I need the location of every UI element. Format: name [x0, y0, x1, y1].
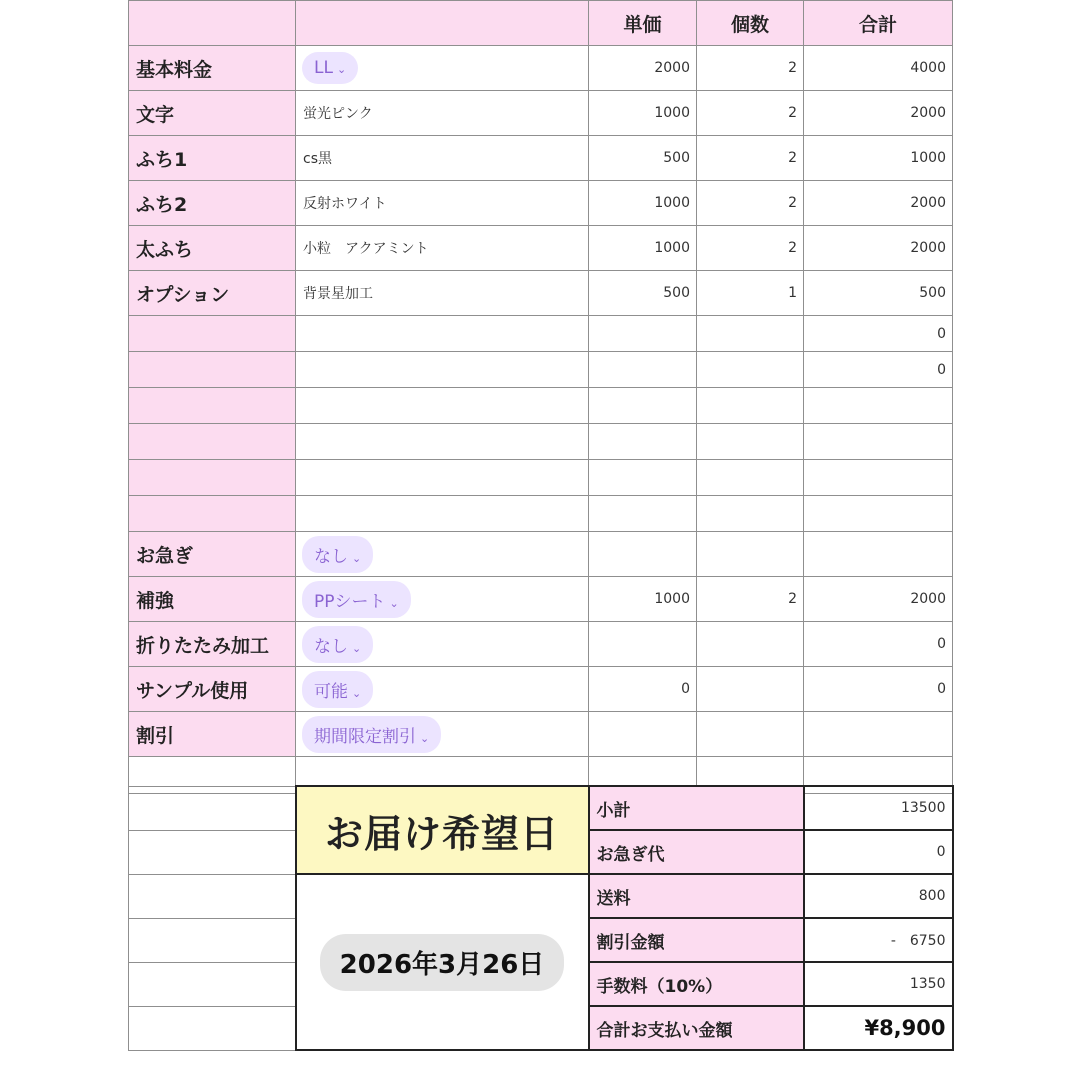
quantity-cell: [697, 316, 804, 352]
quantity-cell: 2: [697, 226, 804, 271]
summary-label: 手数料（10%）: [589, 962, 804, 1006]
summary-value: 0: [804, 830, 953, 874]
row-label: お急ぎ: [129, 532, 296, 577]
discount-dropdown[interactable]: [302, 716, 441, 753]
unit-price-cell: [589, 352, 697, 388]
size-dropdown[interactable]: [302, 52, 358, 84]
unit-price-cell: 1000: [589, 577, 697, 622]
summary-row: [129, 874, 953, 918]
reinforcement-dropdown[interactable]: [302, 581, 411, 618]
total-cell: 0: [804, 316, 953, 352]
row-label: [129, 352, 296, 388]
quantity-cell: [697, 712, 804, 757]
header-subtotal: 合計: [804, 1, 953, 46]
total-cell: [804, 496, 953, 532]
detail-cell[interactable]: [296, 352, 589, 388]
quantity-cell: [697, 352, 804, 388]
unit-price-cell: 500: [589, 271, 697, 316]
detail-cell: [296, 577, 589, 622]
row-label: ふち1: [129, 136, 296, 181]
quantity-cell: [697, 667, 804, 712]
row-label: [129, 316, 296, 352]
detail-cell[interactable]: [296, 388, 589, 424]
unit-price-cell: [589, 712, 697, 757]
grand-total-value: ¥8,900: [804, 1006, 953, 1050]
header-label-cell: [129, 1, 296, 46]
chevron-down-icon: ⌄: [352, 551, 362, 565]
unit-price-cell: [589, 496, 697, 532]
total-cell: 0: [804, 622, 953, 667]
header-quantity: 個数: [697, 1, 804, 46]
row-label: [129, 424, 296, 460]
unit-price-cell: 1000: [589, 181, 697, 226]
item-row-border2: [129, 181, 953, 226]
detail-cell[interactable]: cs黒: [296, 136, 589, 181]
summary-value: 800: [804, 874, 953, 918]
total-cell: 2000: [804, 181, 953, 226]
detail-cell: [296, 712, 589, 757]
quantity-cell: [697, 496, 804, 532]
quantity-cell: [697, 532, 804, 577]
detail-cell[interactable]: 蛍光ピンク: [296, 91, 589, 136]
quantity-cell: 1: [697, 271, 804, 316]
row-label: 基本料金: [129, 46, 296, 91]
summary-value: 13500: [804, 786, 953, 830]
detail-cell[interactable]: 反射ホワイト: [296, 181, 589, 226]
item-row-border1: [129, 136, 953, 181]
empty-cell: [129, 874, 296, 918]
unit-price-cell: 1000: [589, 226, 697, 271]
extra-row-reinforcement: [129, 577, 953, 622]
total-cell: [804, 424, 953, 460]
dropdown-value: なし: [314, 636, 348, 657]
total-cell: [804, 712, 953, 757]
summary-label: 小計: [589, 786, 804, 830]
summary-value: - 6750: [804, 918, 953, 962]
total-cell: 0: [804, 352, 953, 388]
dropdown-value: LL: [314, 58, 333, 78]
quantity-cell: 2: [697, 91, 804, 136]
unit-price-cell: 2000: [589, 46, 697, 91]
empty-cell: [129, 918, 296, 962]
dropdown-value: 期間限定割引: [314, 726, 416, 747]
blank-row: [129, 316, 953, 352]
chevron-down-icon: ⌄: [352, 686, 362, 700]
header-unit-price: 単価: [589, 1, 697, 46]
total-cell: [804, 460, 953, 496]
row-label: [129, 388, 296, 424]
blank-row: [129, 496, 953, 532]
total-cell: 2000: [804, 91, 953, 136]
total-cell: 0: [804, 667, 953, 712]
quantity-cell: [697, 460, 804, 496]
extra-row-sample: [129, 667, 953, 712]
row-label: オプション: [129, 271, 296, 316]
quantity-cell: 2: [697, 46, 804, 91]
total-cell: 2000: [804, 226, 953, 271]
chevron-down-icon: ⌄: [336, 63, 347, 76]
row-label: 補強: [129, 577, 296, 622]
quantity-cell: [697, 388, 804, 424]
total-cell: 2000: [804, 577, 953, 622]
extra-row-folding: [129, 622, 953, 667]
header-row: [129, 1, 953, 46]
item-row-base-fee: [129, 46, 953, 91]
blank-row: [129, 352, 953, 388]
unit-price-cell: [589, 622, 697, 667]
total-cell: 500: [804, 271, 953, 316]
unit-price-cell: [589, 316, 697, 352]
unit-price-cell: [589, 532, 697, 577]
row-label: サンプル使用: [129, 667, 296, 712]
chevron-down-icon: ⌄: [420, 731, 430, 745]
summary-label: 合計お支払い金額: [589, 1006, 804, 1050]
estimate-table: [128, 0, 953, 794]
summary-table: [128, 785, 954, 1051]
summary-row: [129, 786, 953, 830]
quantity-cell: [697, 424, 804, 460]
detail-cell[interactable]: 小粒 アクアミント: [296, 226, 589, 271]
delivery-date-cell: [296, 874, 589, 1050]
row-label: 割引: [129, 712, 296, 757]
empty-cell: [129, 962, 296, 1006]
unit-price-cell: [589, 460, 697, 496]
unit-price-cell: [589, 424, 697, 460]
item-row-option: [129, 271, 953, 316]
blank-row: [129, 460, 953, 496]
unit-price-cell: 0: [589, 667, 697, 712]
detail-cell[interactable]: [296, 496, 589, 532]
quantity-cell: 2: [697, 136, 804, 181]
header-detail-cell: [296, 1, 589, 46]
detail-cell[interactable]: [296, 460, 589, 496]
sample-dropdown[interactable]: [302, 671, 373, 708]
delivery-date-title: お届け希望日: [296, 786, 589, 874]
summary-label: お急ぎ代: [589, 830, 804, 874]
detail-cell: [296, 667, 589, 712]
detail-cell: [296, 622, 589, 667]
chevron-down-icon: ⌄: [389, 596, 399, 610]
row-label: 太ふち: [129, 226, 296, 271]
detail-cell[interactable]: [296, 316, 589, 352]
detail-cell[interactable]: [296, 424, 589, 460]
quantity-cell: 2: [697, 181, 804, 226]
unit-price-cell: 1000: [589, 91, 697, 136]
blank-row: [129, 388, 953, 424]
unit-price-cell: [589, 388, 697, 424]
quantity-cell: [697, 622, 804, 667]
row-label: ふち2: [129, 181, 296, 226]
total-cell: [804, 388, 953, 424]
summary-label: 割引金額: [589, 918, 804, 962]
summary-value: 1350: [804, 962, 953, 1006]
detail-cell: [296, 46, 589, 91]
dropdown-value: なし: [314, 546, 348, 567]
detail-cell: [296, 532, 589, 577]
total-cell: [804, 532, 953, 577]
detail-cell[interactable]: 背景星加工: [296, 271, 589, 316]
unit-price-cell: 500: [589, 136, 697, 181]
dropdown-value: 可能: [314, 681, 348, 702]
extra-row-express: [129, 532, 953, 577]
item-row-text: [129, 91, 953, 136]
chevron-down-icon: ⌄: [352, 641, 362, 655]
blank-row: [129, 424, 953, 460]
total-cell: 4000: [804, 46, 953, 91]
extra-row-discount: [129, 712, 953, 757]
row-label: 文字: [129, 91, 296, 136]
summary-label: 送料: [589, 874, 804, 918]
express-dropdown[interactable]: [302, 536, 373, 573]
row-label: [129, 460, 296, 496]
row-label: 折りたたみ加工: [129, 622, 296, 667]
row-label: [129, 496, 296, 532]
dropdown-value: PPシート: [314, 591, 386, 612]
total-cell: 1000: [804, 136, 953, 181]
item-row-thick-border: [129, 226, 953, 271]
empty-cell: [129, 786, 296, 830]
quantity-cell: 2: [697, 577, 804, 622]
delivery-date-value[interactable]: 2026年3月26日: [320, 934, 565, 991]
empty-cell: [129, 1006, 296, 1050]
folding-dropdown[interactable]: [302, 626, 373, 663]
empty-cell: [129, 830, 296, 874]
